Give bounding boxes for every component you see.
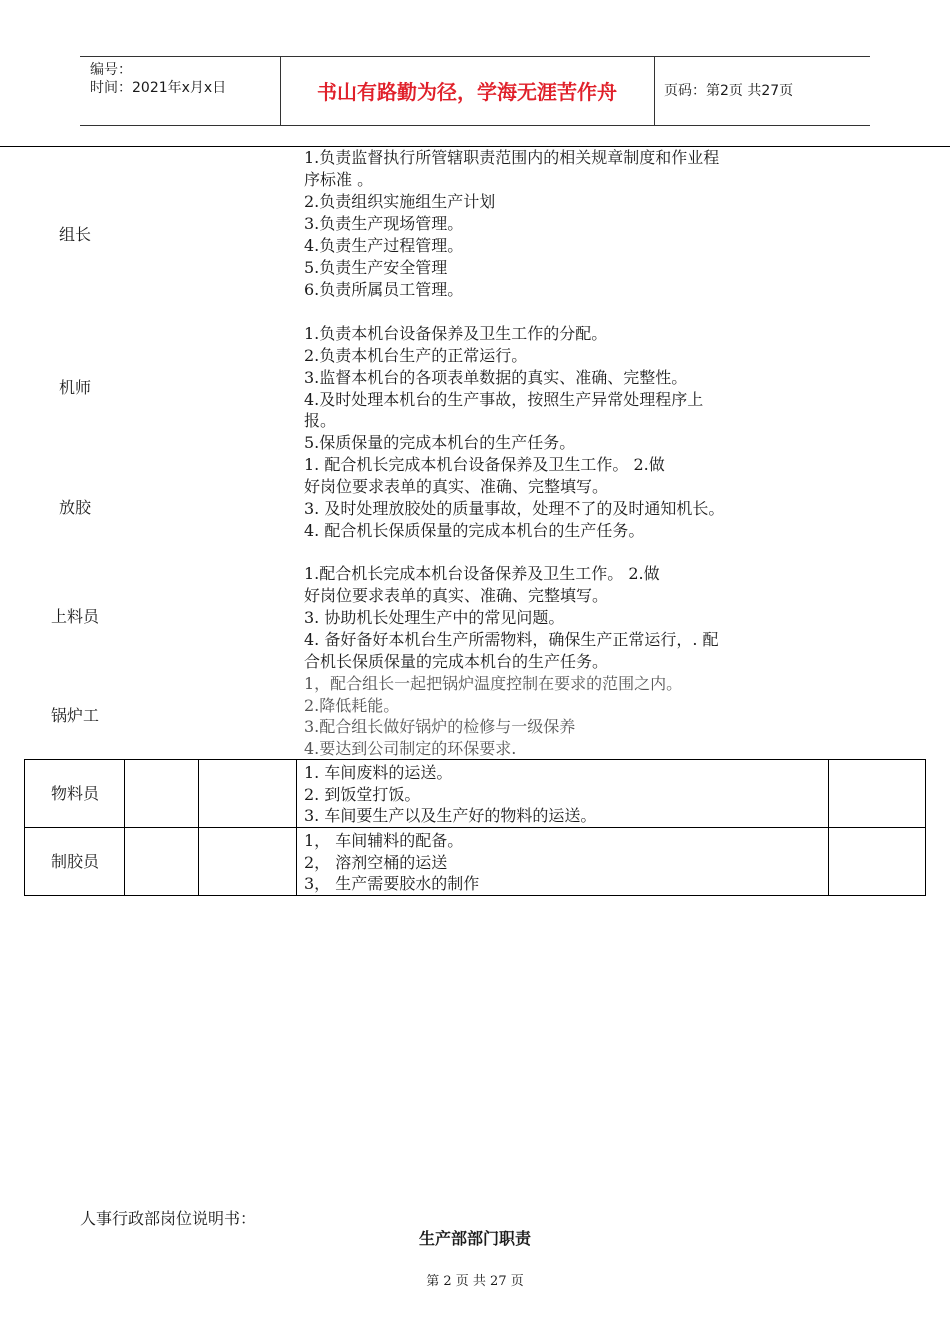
duty-line: 3.负责生产现场管理。 [304,214,464,233]
duty-line: 序标准 。 [304,170,374,189]
header-motto: 书山有路勤为径，学海无涯苦作舟 [317,80,617,104]
role-name: 上料员 [50,607,99,626]
document-header [80,56,870,126]
duty-line: 4. 备好备好本机台生产所需物料，确保生产正常运行，. 配 [304,630,719,649]
duty-line: 1. 车间废料的运送。 [304,763,453,782]
document-number-label: 编号： [90,62,132,78]
duty-line: 6.负责所属员工管理。 [304,280,464,299]
duty-line: 1， 车间辅料的配备。 [304,831,464,850]
duty-line: 2.负责组织实施组生产计划 [304,192,496,211]
header-divider [654,57,655,125]
duty-line: 1. 配合机长完成本机台设备保养及卫生工作。 2.做 [304,455,665,474]
duty-line: 1.负责监督执行所管辖职责范围内的相关规章制度和作业程 [304,148,720,167]
duty-line: 4.要达到公司制定的环保要求. [304,739,517,758]
duty-line: 2. 到饭堂打饭。 [304,785,421,804]
duty-line: 3. 协助机长处理生产中的常见问题。 [304,608,565,627]
duty-line: 1，配合组长一起把锅炉温度控制在要求的范围之内。 [304,674,683,693]
duty-line: 4.负责生产过程管理。 [304,236,464,255]
header-page-label: 页码：第2页 共27页 [664,83,794,99]
duty-line: 合机长保质保量的完成本机台的生产任务。 [304,652,609,671]
duty-line: 3， 生产需要胶水的制作 [304,874,480,893]
table-column-rule [925,759,926,896]
duty-line: 报。 [304,411,337,430]
section-title: 生产部部门职责 [418,1229,531,1248]
table-column-rule [198,759,199,896]
duty-line: 好岗位要求表单的真实、准确、完整填写。 [304,477,609,496]
table-rule [24,895,926,896]
duty-line: 3.配合组长做好锅炉的检修与一级保养 [304,717,576,736]
duty-line: 2.负责本机台生产的正常运行。 [304,346,528,365]
role-name: 机师 [58,378,91,397]
role-name: 制胶员 [50,852,99,871]
duty-line: 2， 溶剂空桶的运送 [304,853,448,872]
document-time-label: 时间：2021年x月x日 [90,80,227,96]
role-name: 锅炉工 [50,706,99,725]
page-number: 第 2 页 共 27 页 [426,1274,524,1289]
duty-line: 好岗位要求表单的真实、准确、完整填写。 [304,586,609,605]
table-column-rule [124,759,125,896]
duty-line: 5.负责生产安全管理 [304,258,448,277]
duty-line: 1.负责本机台设备保养及卫生工作的分配。 [304,324,608,343]
duty-line: 3.监督本机台的各项表单数据的真实、准确、完整性。 [304,368,688,387]
table-column-rule [828,759,829,896]
duty-line: 3. 车间要生产以及生产好的物料的运送。 [304,806,597,825]
duty-line: 2.降低耗能。 [304,696,400,715]
table-column-rule [296,759,297,896]
duty-line: 5.保质保量的完成本机台的生产任务。 [304,433,576,452]
duty-line: 1.配合机长完成本机台设备保养及卫生工作。 2.做 [304,564,660,583]
table-column-rule [24,759,25,896]
duty-line: 3. 及时处理放胶处的质量事故，处理不了的及时通知机长。 [304,499,725,518]
duty-line: 4.及时处理本机台的生产事故，按照生产异常处理程序上 [304,390,704,409]
table-rule [24,827,926,828]
role-name: 放胶 [58,498,91,517]
duty-line: 4. 配合机长保质保量的完成本机台的生产任务。 [304,521,645,540]
header-meta [90,61,226,97]
role-name: 物料员 [50,784,99,803]
hr-note: 人事行政部岗位说明书： [80,1209,257,1228]
role-name: 组长 [58,225,91,244]
